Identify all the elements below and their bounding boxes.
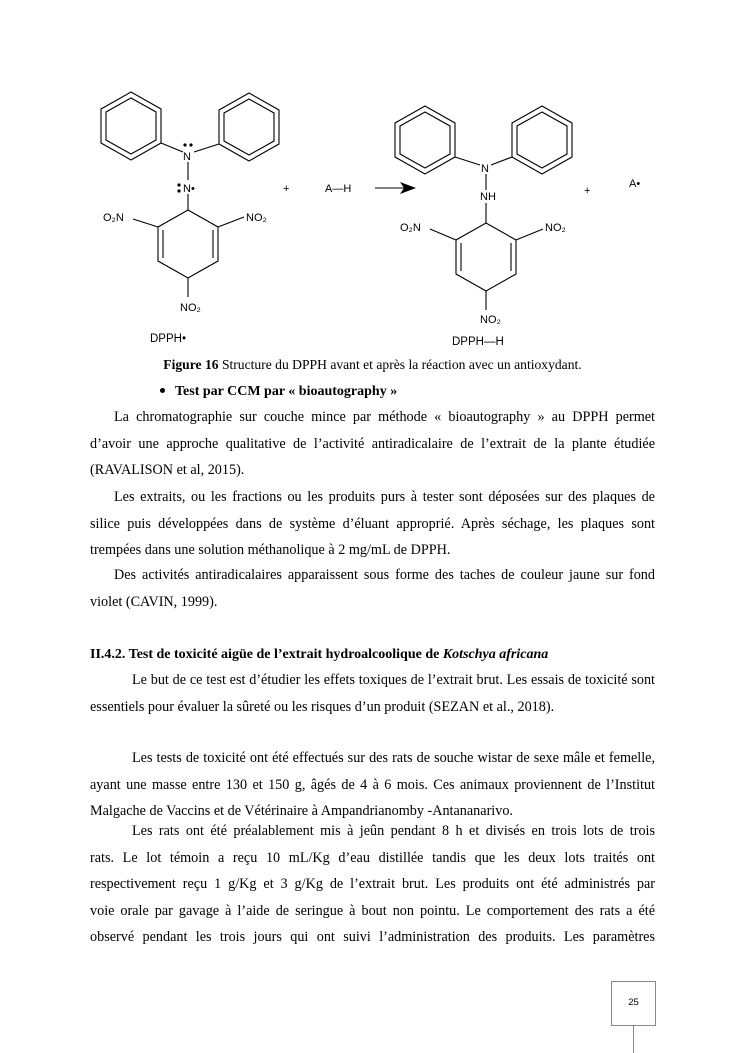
left-o2n-label: O₂N	[103, 212, 124, 224]
paragraph-toxicity-tests: Les tests de toxicité ont été effectués sur des rats de souche wistar de sexe mâle et femelle, ayant une masse entre 130 et 150 g, âgés de 4 à 6 mois. Ces animaux proviennent de l’Institut Malgache de Vaccins et de Vétérinaire à Ampandrianomby -Antananarivo.	[90, 750, 655, 819]
dpph-h-label: DPPH—H	[452, 336, 504, 348]
section-heading	[90, 647, 548, 663]
left-picryl-ring	[158, 210, 218, 278]
right-phenyl-ring-1	[395, 106, 455, 174]
left-no2-label-right: NO₂	[246, 212, 267, 224]
figure-caption-number: Figure 16	[163, 357, 219, 372]
paragraph-toxicity-goal: Le but de ce test est d’étudier les effets toxiques de l’extrait brut. Les essais de toxicité sont essentiels pour évaluer la sûreté ou les risques d’un produit (SEZAN et al., 2018).	[90, 672, 655, 715]
right-o2n-label: O₂N	[400, 222, 421, 234]
reagent-ah: A—H	[325, 183, 352, 195]
right-no2-label-bottom: NO₂	[480, 314, 501, 326]
page-number-box	[611, 981, 656, 1026]
paragraph-rats-line-1: Les rats ont été préalablement mis à jeûn pendant 8 h et divisés en trois lots de trois	[132, 823, 655, 839]
right-no2-label-right: NO₂	[545, 222, 566, 234]
right-phenyl-ring-2	[512, 106, 572, 174]
page-number-stem	[633, 1025, 634, 1053]
bullet-item	[160, 384, 397, 400]
paragraph-bioautography: La chromatographie sur couche mince par méthode « bioautography » au DPPH permet d’avoir une approche qualitative de l’activité antiradicalaire de l’extrait de la plante étudiée (RAVALISON et al, 2015).	[90, 409, 655, 478]
section-heading-species: Kotschya africana	[442, 647, 549, 662]
page-number: 25	[628, 997, 639, 1008]
left-phenyl-ring-1	[101, 92, 161, 160]
bullet-dot-icon	[160, 388, 165, 393]
section-heading-text: II.4.2. Test de toxicité aigüe de l’extrait hydroalcoolique de	[90, 647, 443, 662]
left-amine-n: N	[183, 151, 191, 163]
left-no2-label-bottom: NO₂	[180, 302, 201, 314]
plus-sign-1: +	[283, 183, 290, 195]
right-amine-n: N	[481, 163, 489, 175]
paragraph-extracts: Les extraits, ou les fractions ou les produits purs à tester sont déposées sur des plaques de silice puis développées dans de système d’éluant approprié. Après séchage, les plaques sont trempées dans une solution méthanolique à 2 mg/mL de DPPH.	[90, 489, 655, 558]
figure-caption	[0, 357, 745, 373]
figure-caption-text: Structure du DPPH avant et après la réaction avec un antioxydant.	[218, 357, 582, 372]
plus-sign-2: +	[584, 185, 591, 197]
paragraph-rats-line-4: voie orale par gavage à l’aide de seringue à bout non pointu. Le comportement des rats a été	[90, 903, 655, 919]
paragraph-rats-line-3: respectivement reçu 1 g/Kg et 3 g/Kg de l’extrait brut. Les produits ont été administrés par	[90, 876, 655, 892]
left-phenyl-ring-2	[219, 93, 279, 161]
product-a-radical: A•	[629, 178, 641, 190]
left-radical-n: N•	[183, 183, 195, 195]
paragraph-rats-line-5: observé pendant les trois jours qui ont suivi l’administration des produits. Les paramètres	[90, 929, 655, 945]
right-nh: NH	[480, 191, 496, 203]
paragraph-activities: Des activités antiradicalaires apparaissent sous forme des taches de couleur jaune sur fond violet (CAVIN, 1999).	[90, 567, 655, 610]
bullet-text: Test par CCM par « bioautography »	[175, 384, 398, 399]
reaction-figure	[0, 0, 745, 350]
right-picryl-ring	[456, 223, 516, 291]
paragraph-rats-line-2: rats. Le lot témoin a reçu 10 mL/Kg d’eau distillée tandis que les deux lots traités ont	[90, 850, 655, 866]
dpph-radical-label: DPPH•	[150, 333, 186, 345]
